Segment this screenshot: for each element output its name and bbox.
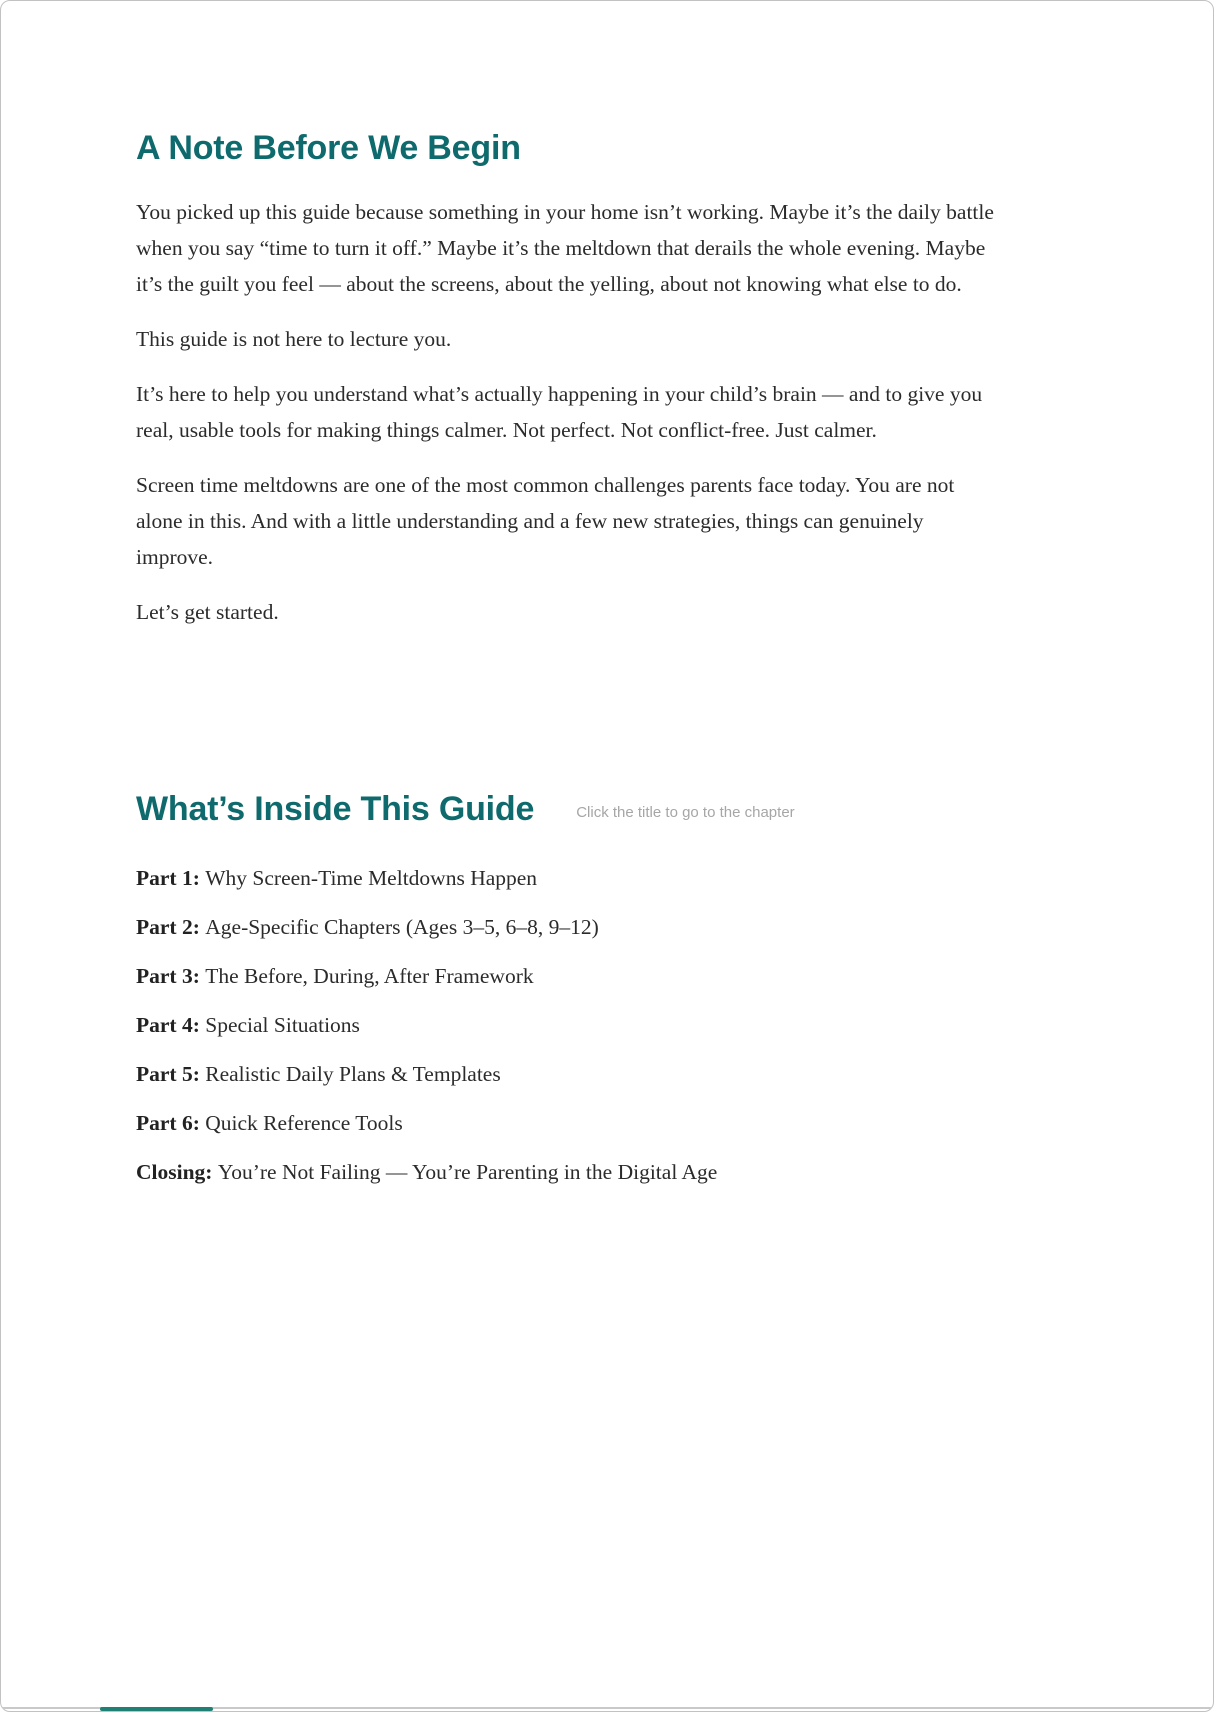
toc-item-label: Part 6: <box>136 1111 206 1135</box>
body-paragraph: It’s here to help you understand what’s actually happening in your child’s brain — and to give you real, usable tools for making things calmer. Not perfect. Not conflict-free. Just calmer. <box>136 382 983 442</box>
toc-item-label: Part 4: <box>136 1013 206 1037</box>
toc-item-link[interactable] <box>136 1059 1016 1089</box>
toc-item-label: Part 5: <box>136 1062 206 1086</box>
toc-item-title: The Before, During, After Framework <box>205 964 534 988</box>
toc-item-title: Why Screen-Time Meltdowns Happen <box>205 866 538 890</box>
reading-progress-fill <box>100 1707 213 1711</box>
toc-section-title: What’s Inside This Guide <box>136 790 535 828</box>
toc-item-title: Special Situations <box>205 1013 360 1037</box>
toc-header <box>136 790 1078 829</box>
body-paragraph: This guide is not here to lecture you. <box>136 327 452 351</box>
toc-item-link[interactable] <box>136 1108 1016 1138</box>
toc-item-link[interactable] <box>136 863 1016 893</box>
toc-item-title: You’re Not Failing — You’re Parenting in the Digital Age <box>217 1160 718 1184</box>
toc-item-title: Realistic Daily Plans & Templates <box>205 1062 501 1086</box>
toc-item-title: Age-Specific Chapters (Ages 3–5, 6–8, 9–12) <box>205 915 599 939</box>
toc-item-title: Quick Reference Tools <box>205 1111 403 1135</box>
toc-item-link[interactable] <box>136 961 1016 991</box>
page-content <box>1 1 1213 1187</box>
toc-item-link[interactable] <box>136 912 1016 942</box>
toc-item-label: Part 1: <box>136 866 206 890</box>
toc-item-label: Part 2: <box>136 915 206 939</box>
body-paragraph: Let’s get started. <box>136 600 279 624</box>
body-paragraph: You picked up this guide because something in your home isn’t working. Maybe it’s the daily battle when you say “time to turn it off.” Maybe it’s the meltdown that derails the whole evening. Maybe it’s the guilt you feel — about the screens, about the yelling, about not knowing what else to do. <box>136 200 994 296</box>
body-paragraph: Screen time meltdowns are one of the most common challenges parents face today. You are not alone in this. And with a little understanding and a few new strategies, things can genuinely improve. <box>136 473 955 569</box>
toc-list <box>136 863 1016 1187</box>
toc-item-label: Closing: <box>136 1160 218 1184</box>
toc-item-link[interactable] <box>136 1010 1016 1040</box>
note-section-title: A Note Before We Begin <box>136 129 521 167</box>
toc-item-label: Part 3: <box>136 964 206 988</box>
note-paragraphs <box>136 194 998 630</box>
toc-item-link[interactable] <box>136 1157 1016 1187</box>
toc-hint-text: Click the title to go to the chapter <box>576 804 795 821</box>
